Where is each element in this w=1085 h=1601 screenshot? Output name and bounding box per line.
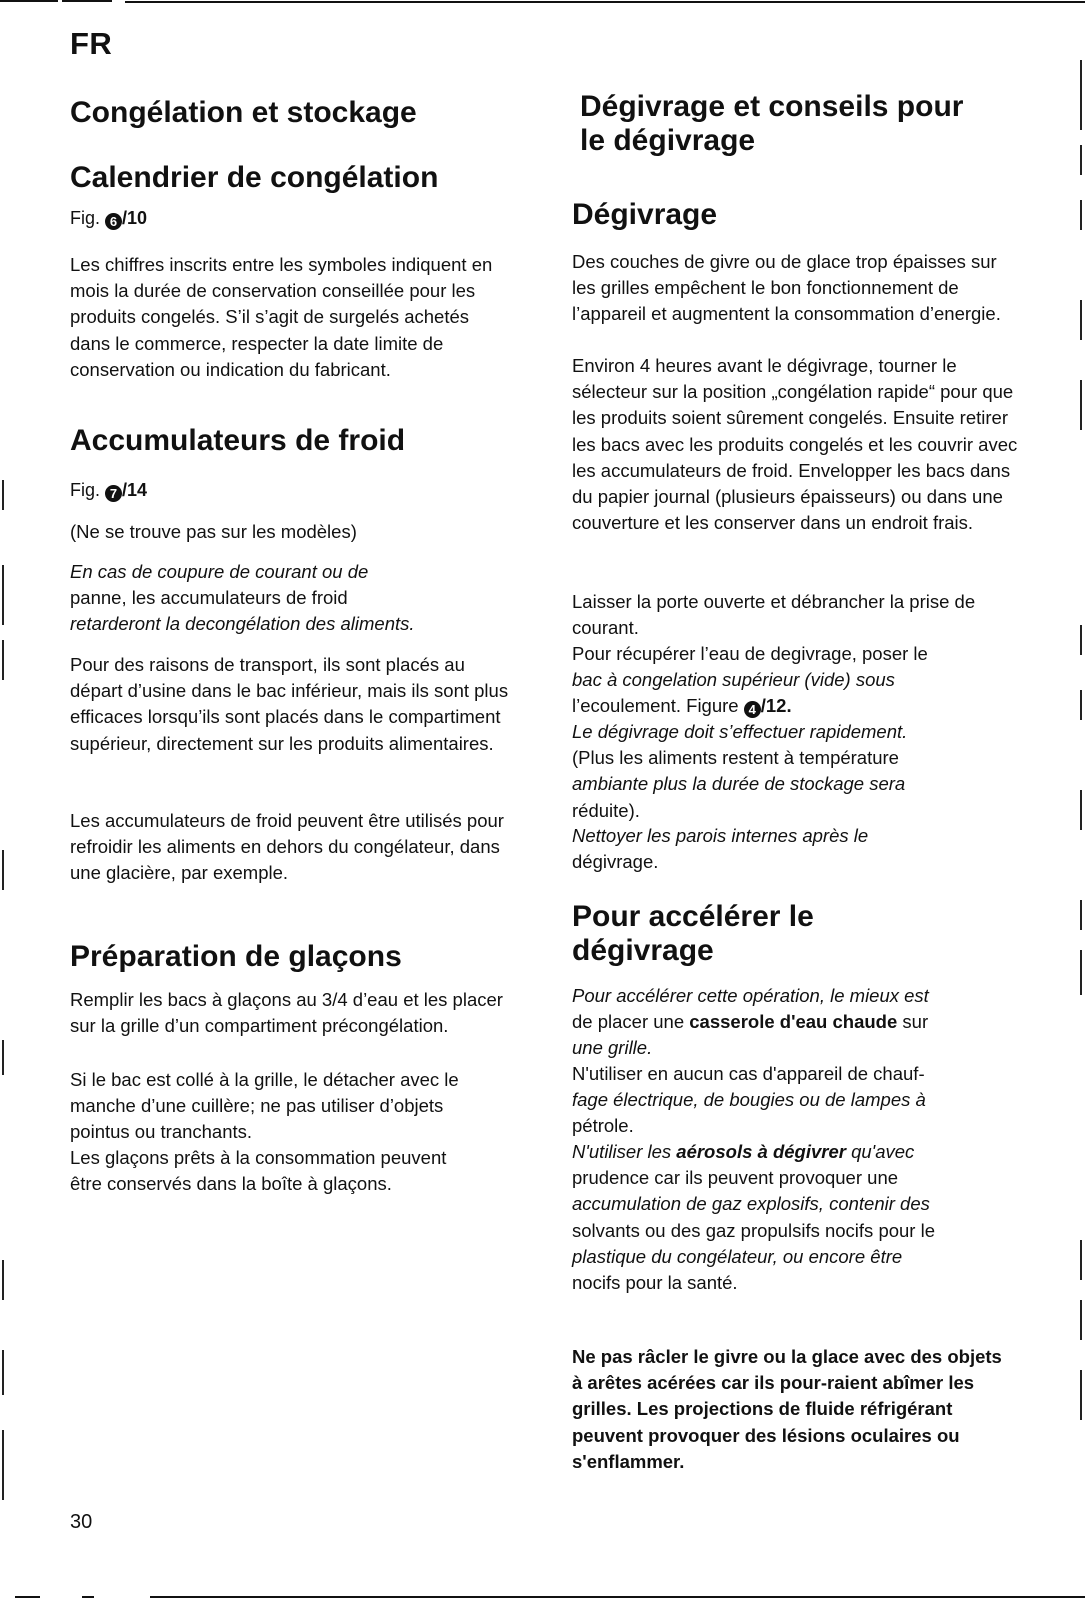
bottom-rule [82,1596,94,1598]
bottom-rule [150,1596,1085,1598]
chapter-title: Congélation et stockage [70,96,417,129]
paragraph: Laisser la porte ouverte et débrancher la prise de courant. [572,591,976,639]
scan-margin-mark [2,1350,4,1395]
top-rule [125,1,1085,3]
paragraph: Nettoyer les parois internes après le dégivrage. [572,825,869,873]
scan-margin-mark [1080,690,1082,720]
paragraph: Environ 4 heures avant le dégivrage, tourner le sélecteur sur la position „congélation rapide“ pour que les produits soient sûrement congelés. Ensuite retirer les bacs avec les produits congelés et les couvrir avec les accumulateurs de froid. Envelopper les bacs dans du papier journal (plusieurs épaisseurs) ou dans une couverture et les conserver dans un endroit frais. [572,355,1018,534]
scan-margin-mark [1080,1300,1082,1340]
scan-margin-mark [2,850,4,890]
paragraph: Le dégivrage doit s’effectuer rapidement. (Plus les aliments restent à température ambiante plus la durée de stockage sera réduite). [572,721,908,821]
paragraph: Pour récupérer l’eau de degivrage, poser le bac à congelation supérieur (vide) sous l’ecoulement. Figure 4 /12. [572,643,928,718]
paragraph: N'utiliser les aérosols à dégivrer qu'avec prudence car ils peuvent provoquer une accumulation de gaz explosifs, contenir des solvants ou des gaz propulsifs nocifs pour le plastique du congélateur, ou encore être nocifs pour la santé. [572,1141,936,1294]
section-heading: Accumulateurs de froid [70,424,406,457]
paragraph: Pour accélérer cette opération, le mieux est de placer une casserole d'eau chaude sur une grille. [572,985,929,1059]
scan-margin-mark [2,1260,4,1300]
paragraph: N'utiliser en aucun cas d'appareil de chauf- fage électrique, de bougies ou de lampes à pétrole. [572,1063,926,1137]
figure-prefix: Fig. [70,208,101,228]
figure-suffix: /14 [122,480,148,500]
paragraph: Des couches de givre ou de glace trop épaisses sur les grilles empêchent le bon fonctionnement de l’appareil et augmentent la consommation d’energie. [572,251,1001,325]
scan-margin-mark [2,640,4,680]
scan-margin-mark [1080,625,1082,655]
chapter-title: Dégivrage et conseils pour le dégivrage [580,90,964,157]
paragraph: Les chiffres inscrits entre les symboles indiquent en mois la durée de conservation conseillée pour les produits congelés. S’il s’agit de surgelés achetés dans le commerce, respecter la date limite de conservation ou indication du fabricant. [70,254,493,380]
figure-reference [70,206,147,230]
paragraph: (Ne se trouve pas sur les modèles) [70,521,357,542]
scan-margin-mark [1080,300,1082,340]
scan-margin-mark [1080,1370,1082,1420]
top-rule [62,0,112,2]
paragraph: Si le bac est collé à la grille, le détacher avec le manche d’une cuillère; ne pas utiliser d’objets pointus ou tranchants. [70,1069,459,1143]
top-rule [0,0,58,2]
section-heading: Préparation de glaçons [70,940,402,973]
figure-reference [70,478,147,502]
section-heading: Dégivrage [572,198,718,231]
section-heading: Calendrier de congélation [70,161,439,194]
paragraph: Les accumulateurs de froid peuvent être utilisés pour refroidir les aliments en dehors du congélateur, dans une glacière, par exemple. [70,810,504,884]
scan-margin-mark [2,480,4,510]
warning-paragraph: Ne pas râcler le givre ou la glace avec des objets à arêtes acérées car ils pour-raient abîmer les grilles. Les projections de fluide réfrigérant peuvent provoquer des lésions oculaires ou s'enflammer. [572,1346,1002,1472]
figure-number-badge: 4 [744,701,761,718]
paragraph: Remplir les bacs à glaçons au 3/4 d’eau et les placer sur la grille d’un compartiment précongélation. [70,989,503,1037]
paragraph: Les glaçons prêts à la consommation peuvent être conservés dans la boîte à glaçons. [70,1147,447,1195]
paragraph: En cas de coupure de courant ou de panne, les accumulateurs de froid retarderont la decongélation des aliments. [70,561,415,635]
scan-margin-mark [2,1040,4,1075]
figure-number-badge: 7 [105,485,122,502]
scan-margin-mark [1080,900,1082,930]
scan-margin-mark [1080,145,1082,175]
bottom-rule [15,1596,40,1598]
section-heading: Pour accélérer le dégivrage [572,900,814,967]
figure-suffix: /10 [122,208,148,228]
scan-margin-mark [2,565,4,625]
language-code: FR [70,26,113,61]
scan-margin-mark [1080,60,1082,130]
page-number: 30 [70,1511,93,1533]
scan-margin-mark [1080,200,1082,230]
figure-prefix: Fig. [70,480,101,500]
scan-margin-mark [1080,950,1082,995]
scan-margin-mark [1080,1240,1082,1280]
figure-number-badge: 6 [105,213,122,230]
paragraph: Pour des raisons de transport, ils sont placés au départ d’usine dans le bac inférieur, mais ils sont plus efficaces lorsqu’ils sont placés dans le compartiment supérieur, directement sur les produits alimentaires. [70,654,509,754]
figure-reference: 4 /12. [744,695,792,716]
scan-margin-mark [1080,380,1082,430]
scan-margin-mark [1080,790,1082,830]
scan-margin-mark [2,1430,4,1500]
